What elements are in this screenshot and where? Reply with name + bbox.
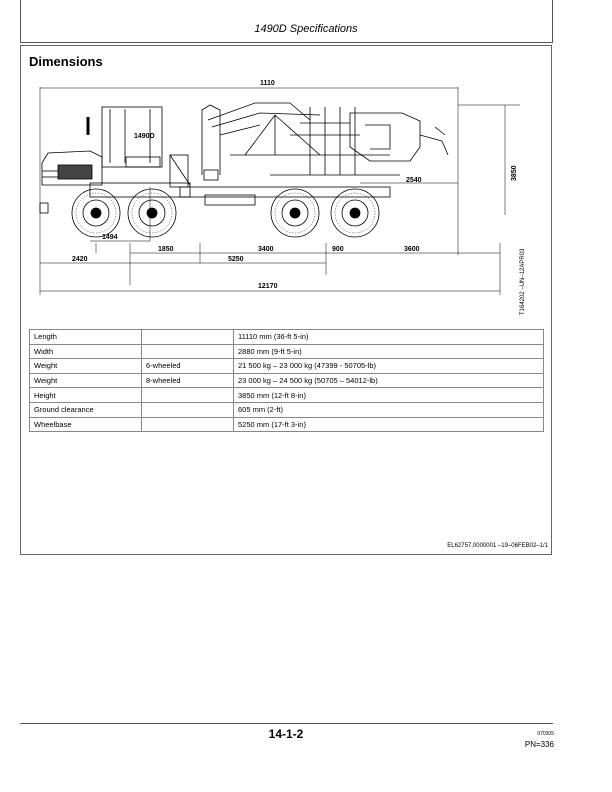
figure-code: T164202 –UN–12APR03 (520, 248, 526, 315)
table-row (30, 359, 544, 374)
dim-1494: 1494 (102, 234, 118, 241)
row-variant: 6-wheeled (142, 359, 234, 374)
row-value: 2880 mm (9-ft 5-in) (234, 344, 544, 359)
forwarder-dimension-diagram (30, 75, 518, 300)
row-value: 11110 mm (36-ft 5-in) (234, 330, 544, 345)
row-variant (142, 417, 234, 432)
row-value: 21 500 kg – 23 000 kg (47399 - 50705-lb) (234, 359, 544, 374)
row-label: Weight (30, 373, 142, 388)
row-label: Wheelbase (30, 417, 142, 432)
row-variant: 8-wheeled (142, 373, 234, 388)
row-label: Height (30, 388, 142, 403)
dim-overall-top: 1110 (260, 80, 275, 87)
table-row (30, 417, 544, 432)
row-variant (142, 388, 234, 403)
dim-1850: 1850 (158, 246, 174, 253)
header-right-rule (552, 0, 553, 42)
dim-3600: 3600 (404, 246, 420, 253)
row-value: 605 mm (2-ft) (234, 402, 544, 417)
table-row (30, 373, 544, 388)
model-label: 1490D (134, 133, 155, 140)
row-label: Weight (30, 359, 142, 374)
dim-900: 900 (332, 246, 344, 253)
row-value: 23 000 kg – 24 500 kg (50705 – 54012-lb) (234, 373, 544, 388)
header-divider (20, 42, 553, 43)
specifications-table (29, 329, 544, 432)
row-label: Length (30, 330, 142, 345)
footer-divider (20, 723, 553, 724)
page-header-title: 1490D Specifications (254, 23, 358, 35)
dim-2420: 2420 (72, 256, 88, 263)
row-variant (142, 344, 234, 359)
dim-height: 3850 (511, 165, 518, 181)
dim-total: 12170 (258, 283, 278, 290)
footer-pn: PN=336 (524, 740, 554, 749)
section-title: Dimensions (29, 54, 103, 69)
row-variant (142, 402, 234, 417)
row-variant (142, 330, 234, 345)
footer-date: 070305 (537, 731, 554, 737)
reference-code: EL62757,0000001 –19–06FEB02–1/1 (447, 543, 548, 549)
table-row (30, 388, 544, 403)
table-row (30, 344, 544, 359)
table-row (30, 330, 544, 345)
header-left-rule (20, 0, 21, 42)
row-label: Width (30, 344, 142, 359)
page-number: 14-1-2 (268, 727, 304, 741)
dim-crane-reach: 2540 (406, 177, 422, 184)
row-value: 5250 mm (17-ft 3-in) (234, 417, 544, 432)
table-row (30, 402, 544, 417)
dim-wheelbase: 5250 (228, 256, 244, 263)
row-label: Ground clearance (30, 402, 142, 417)
row-value: 3850 mm (12-ft 8-in) (234, 388, 544, 403)
dim-3400: 3400 (258, 246, 274, 253)
